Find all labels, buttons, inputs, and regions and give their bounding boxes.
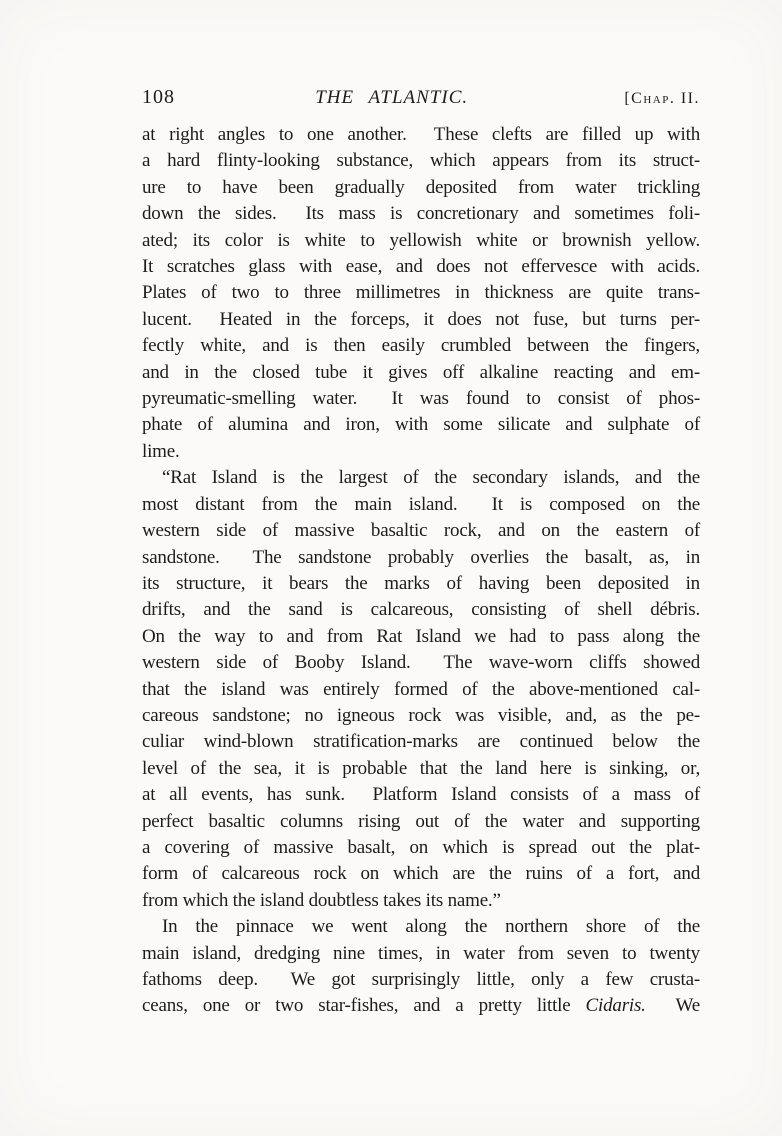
text-line: ure to have been gradually deposited from water trickling [142,176,700,198]
running-title: THE ATLANTIC. [315,87,469,108]
paragraph [142,122,700,465]
page-header [142,86,700,109]
text-line: It scratches glass with ease, and does not effervesce with acids. [142,256,700,278]
text-line [142,993,700,1019]
text-segment: We [645,995,700,1017]
text-line: sandstone. The sandstone probably overlies the basalt, as, in [142,546,700,568]
page-number: 108 [142,86,175,108]
text-line: its structure, it bears the marks of having been deposited in [142,572,700,594]
text-line: down the sides. Its mass is concretionary and sometimes foli- [142,203,700,225]
text-line: from which the island doubtless takes its name.” [142,889,501,911]
text-line: culiar wind-blown stratification-marks are continued below the [142,731,700,753]
text-line: a covering of massive basalt, on which is spread out the plat- [142,836,700,858]
text-line: form of calcareous rock on which are the ruins of a fort, and [142,863,700,885]
text-line: most distant from the main island. It is composed on the [142,493,700,515]
paragraph [142,914,700,1020]
italic-species-name: Cidaris. [585,995,646,1017]
text-line: Plates of two to three millimetres in thickness are quite trans- [142,282,700,304]
text-line: phate of alumina and iron, with some silicate and sulphate of [142,414,700,436]
text-line: fectly white, and is then easily crumbled between the fingers, [142,335,700,357]
text-line: and in the closed tube it gives off alkaline reacting and em- [142,361,700,383]
paragraph [142,465,700,914]
text-line: a hard flinty-looking substance, which appears from its struct- [142,150,700,172]
text-line: at right angles to one another. These clefts are filled up with [142,124,700,145]
text-line: that the island was entirely formed of the above-mentioned cal- [142,678,700,700]
text-line: pyreumatic-smelling water. It was found to consist of phos- [142,388,700,410]
text-line: ated; its color is white to yellowish white or brownish yellow. [142,229,700,251]
text-line: western side of Booby Island. The wave-worn cliffs showed [142,652,700,674]
text-line: careous sandstone; no igneous rock was visible, and, as the pe- [142,704,700,726]
text-segment: ceans, one or two star-fishes, and a pretty little [142,995,586,1017]
text-line: lime. [142,440,180,462]
text-line: western side of massive basaltic rock, and on the eastern of [142,520,700,542]
text-block [142,122,700,1020]
text-line: at all events, has sunk. Platform Island consists of a mass of [142,784,700,806]
text-line: perfect basaltic columns rising out of the water and supporting [142,810,700,832]
text-line: In the pinnace we went along the northern shore of the [162,916,700,938]
text-line: drifts, and the sand is calcareous, consisting of shell débris. [142,599,700,621]
text-line: level of the sea, it is probable that the land here is sinking, or, [142,757,700,779]
text-line: On the way to and from Rat Island we had to pass along the [142,625,700,647]
chapter-label: [Chap. II. [624,90,700,107]
text-line: lucent. Heated in the forceps, it does not fuse, but turns per- [142,308,700,330]
text-line: fathoms deep. We got surprisingly little, only a few crusta- [142,969,700,990]
text-line: main island, dredging nine times, in water from seven to twenty [142,942,700,964]
text-line: “Rat Island is the largest of the secondary islands, and the [162,467,700,489]
